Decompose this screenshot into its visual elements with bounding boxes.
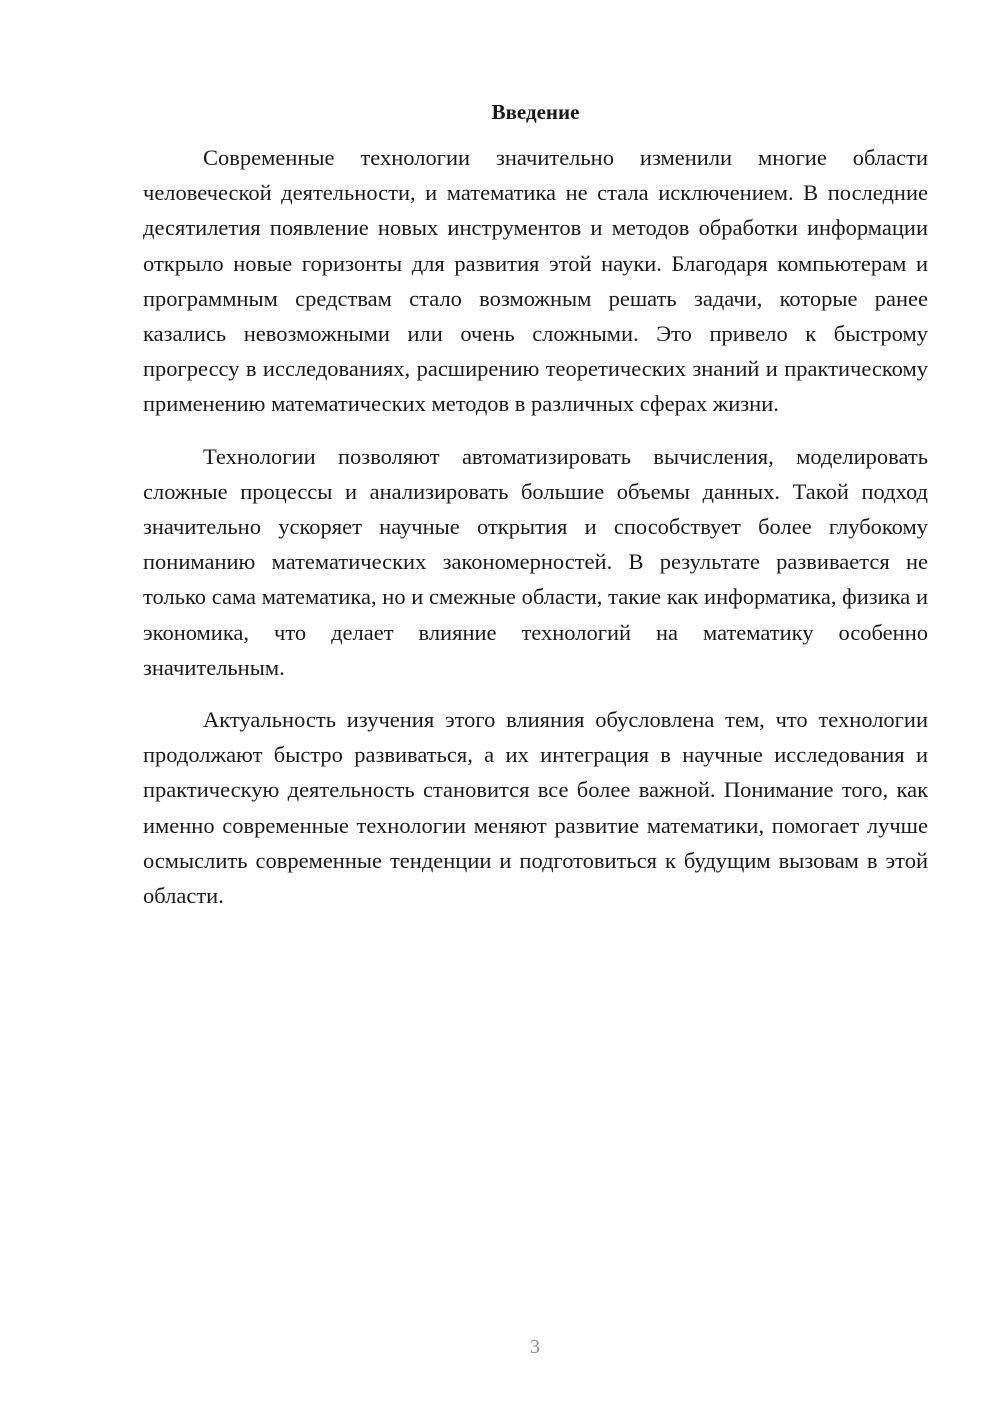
- section-heading: Введение: [491, 100, 580, 124]
- paragraph-1: Современные технологии значительно изменили многие области человеческой деятельности, и математика не стала исключением. В последние десятилетия появление новых инструментов и методов обработки информации открыло новые горизонты для развития этой науки. Благодаря компьютерам и программным средствам стало возможным решать задачи, которые ранее казались невозможными или очень сложными. Это привело к быстрому прогрессу в исследованиях, расширению теоретических знаний и практическому применению математических методов в различных сферах жизни.: [143, 145, 928, 417]
- page-content: [143, 96, 928, 930]
- paragraph-2: Технологии позволяют автоматизировать вычисления, моделировать сложные процессы и анализировать большие объемы данных. Такой подход значительно ускоряет научные открытия и способствует более глубокому пониманию математических закономерностей. В результате развивается не только сама математика, но и смежные области, такие как информатика, физика и экономика, что делает влияние технологий на математику особенно значительным.: [143, 443, 928, 680]
- paragraph-3: Актуальность изучения этого влияния обусловлена тем, что технологии продолжают быстро развиваться, а их интеграция в научные исследования и практическую деятельность становится все более важной. Понимание того, как именно современные технологии меняют развитие математики, помогает лучше осмыслить современные тенденции и подготовиться к будущим вызовам в этой области.: [143, 707, 928, 909]
- page-number: 3: [530, 1336, 540, 1358]
